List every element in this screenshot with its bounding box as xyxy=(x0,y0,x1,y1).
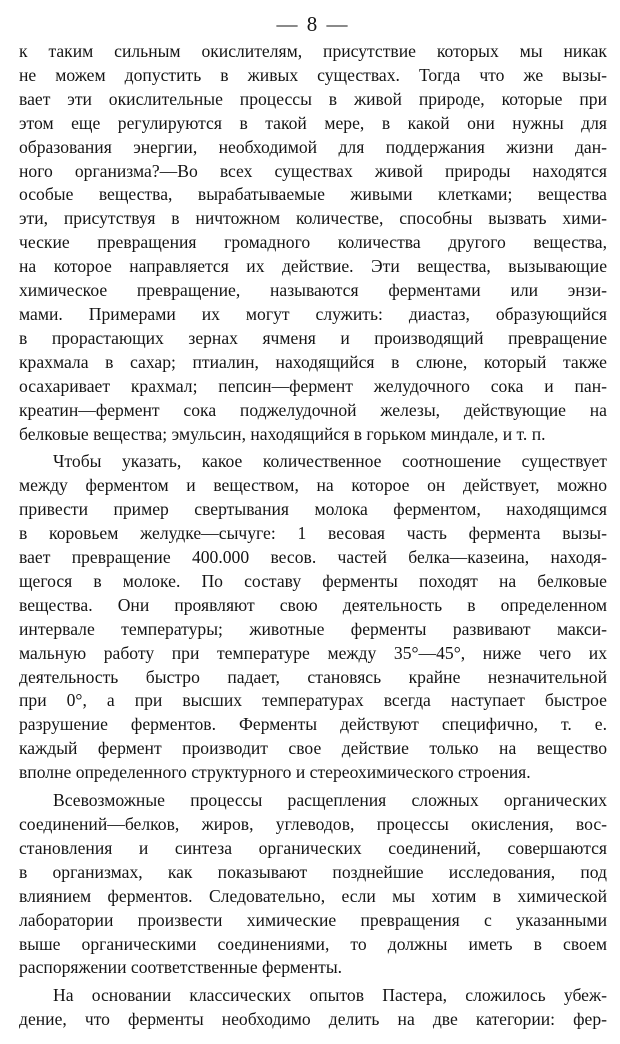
text-line: к таким сильным окислителям, присутствие которых мы никак xyxy=(19,41,607,61)
text-line: между ферментом и веществом, на которое он действует, можно xyxy=(19,475,607,496)
text-line: ческие превращения громадного количества другого вещества, xyxy=(19,232,607,253)
paragraph xyxy=(19,450,607,785)
text-line: дение, что ферменты необходимо делить на две категории: фер- xyxy=(19,1009,607,1030)
text-line: эти, присутствуя в ничтожном количестве, способны вызвать хими- xyxy=(19,208,607,229)
text-line: осахаривает крахмал; пепсин—фермент желудочного сока и пан- xyxy=(19,375,607,396)
body-text xyxy=(19,40,607,1032)
text-line: химическое превращение, называются ферментами или энзи- xyxy=(19,280,607,301)
text-line: в коровьем желудке—сычуге: 1 весовая часть фермента вызы- xyxy=(19,523,607,544)
text-line: ного организма?—Во всех существах живой природы находятся xyxy=(19,160,607,181)
text-line: вает эти окислительные процессы в живой природе, которые при xyxy=(19,88,607,109)
text-line: не можем допустить в живых существах. Тогда что же вызы- xyxy=(19,64,607,85)
text-line: Всевозможные процессы расщепления сложных органических xyxy=(53,790,607,811)
text-line: На основании классических опытов Пастера, сложилось убеж- xyxy=(53,985,607,1006)
text-line: особые вещества, вырабатываемые живыми клетками; вещества xyxy=(19,184,607,205)
text-line: влиянием ферментов. Следовательно, если мы хотим в химической xyxy=(19,885,607,906)
text-line: мами. Примерами их могут служить: диастаз, образующийся xyxy=(19,303,607,324)
text-line: мальную работу при температуре между 35°—45°, ниже чего их xyxy=(19,642,607,663)
text-line: распоряжении соответственные ферменты. xyxy=(19,957,343,978)
text-line: каждый фермент производит свое действие только на вещество xyxy=(19,738,607,759)
paragraph xyxy=(19,40,607,446)
text-line: вещества. Они проявляют свою деятельность в определенном xyxy=(19,594,607,615)
text-line: в организмах, как показывают позднейшие исследования, под xyxy=(19,861,607,882)
text-line: этом еще регулируются в такой мере, в какой они нужны для xyxy=(19,112,607,133)
text-line: вает превращение 400.000 весов. частей белка—казеина, находя- xyxy=(19,547,607,568)
text-line: образования энергии, необходимой для поддержания жизни дан- xyxy=(19,136,607,157)
text-line: Чтобы указать, какое количественное соотношение существует xyxy=(53,451,607,472)
paragraph xyxy=(19,984,607,1032)
text-line: разрушение ферментов. Ферменты действуют специфично, т. е. xyxy=(19,714,607,735)
text-line: интервале температуры; животные ферменты развивают макси- xyxy=(19,618,607,639)
text-line: выше органическими соединениями, то должны иметь в своем xyxy=(19,933,607,954)
text-line: соединений—белков, жиров, углеводов, процессы окисления, вос- xyxy=(19,814,607,834)
paragraph xyxy=(19,789,607,980)
text-line: становления и синтеза органических соединений, совершаются xyxy=(19,837,607,858)
text-line: лаборатории произвести химические превращения с указанными xyxy=(19,909,607,930)
page-number: — 8 — xyxy=(276,12,350,36)
text-line: привести пример свертывания молока ферментом, находящимся xyxy=(19,499,607,520)
text-line: в прорастающих зернах ячменя и производящий превращение xyxy=(19,327,607,348)
text-line: деятельность быстро падает, становясь крайне незначительной xyxy=(19,666,607,687)
text-line: при 0°, а при высших температурах всегда наступает быстрое xyxy=(19,690,607,711)
text-line: щегося в молоке. По составу ферменты походят на белковые xyxy=(19,570,607,591)
text-line: креатин—фермент сока поджелудочной железы, действующие на xyxy=(19,399,607,420)
text-line: крахмала в сахар; птиалин, находящийся в слюне, который также xyxy=(19,351,607,372)
text-line: белковые вещества; эмульсин, находящийся в горьком миндале, и т. п. xyxy=(19,423,546,444)
text-line: вполне определенного структурного и стереохимического строения. xyxy=(19,762,531,783)
text-line: на которое направляется их действие. Эти вещества, вызывающие xyxy=(19,256,607,277)
